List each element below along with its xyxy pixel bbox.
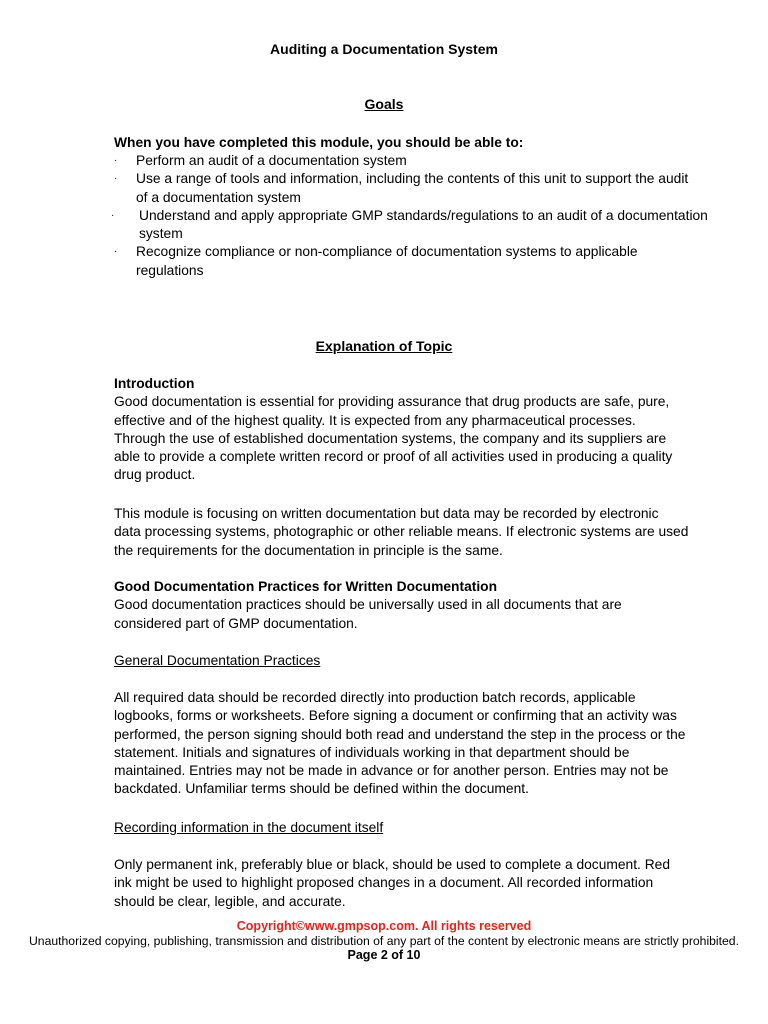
general-practices-paragraph: All required data should be recorded directly into production batch records, applicable logbooks, forms or worksheets. Before signing a document or confirming that an activity was performed, the person signing should both read and understand the step in the process or the statement. Initials and signatures of individuals working in that department should be maintained. Entries may not be made in advance or for another person. Entries may not be backdated. Unfamiliar terms should be defined within the document. [114,690,686,797]
bullet-icon: · [114,246,118,258]
explanation-heading: Explanation of Topic [315,338,453,354]
list-item [111,207,751,244]
legal-notice: Unauthorized copying, publishing, transmission and distribution of any part of the content by electronic means are strictly prohibited. [29,934,739,948]
goals-list [111,152,754,280]
gdp-section [114,578,734,633]
copyright-notice: Copyright©www.gmpsop.com. All rights reserved [236,919,532,933]
page-title: Auditing a Documentation System [270,41,498,57]
goals-intro: When you have completed this module, you should be able to: [114,135,524,150]
recording-paragraph: Only permanent ink, preferably blue or black, should be used to complete a document. Red ink might be used to highlight proposed changes in a document. All recorded information should be clear, legible, and accurate. [114,857,671,909]
bullet-icon: · [111,209,115,221]
introduction-heading: Introduction [114,376,195,391]
recording-heading: Recording information in the document itself [114,820,384,835]
goals-heading: Goals [364,96,404,112]
general-practices-heading: General Documentation Practices [114,653,321,668]
list-item-text: Understand and apply appropriate GMP standards/regulations to an audit of a documentation system [139,207,708,242]
page-number: Page 2 of 10 [347,948,421,962]
electronic-paragraph: This module is focusing on written documentation but data may be recorded by electronic data processing systems, photographic or other reliable means. If electronic systems are used the requirements for the documentation in principle is the same. [114,506,689,558]
list-item [114,170,696,207]
gdp-paragraph: Good documentation practices should be universally used in all documents that are considered part of GMP documentation. [114,597,622,631]
list-item-text: Perform an audit of a documentation system [136,153,407,168]
list-item-text: Recognize compliance or non-compliance of documentation systems to applicable regulations [136,244,638,278]
gdp-heading: Good Documentation Practices for Written Documentation [114,579,498,594]
bullet-icon: · [114,155,118,166]
list-item [114,152,696,170]
introduction-paragraph: Good documentation is essential for providing assurance that drug products are safe, pure, effective and of the highest quality. It is expected from any pharmaceutical processes. Through the use of established documentation systems, the company and its suppliers are able to provide a complete written record or proof of all activities used in producing a quality drug product. [114,394,673,483]
introduction-section [114,375,734,485]
list-item [114,243,676,280]
bullet-icon: · [114,173,118,185]
list-item-text: Use a range of tools and information, including the contents of this unit to support the audit of a documentation system [136,171,689,205]
